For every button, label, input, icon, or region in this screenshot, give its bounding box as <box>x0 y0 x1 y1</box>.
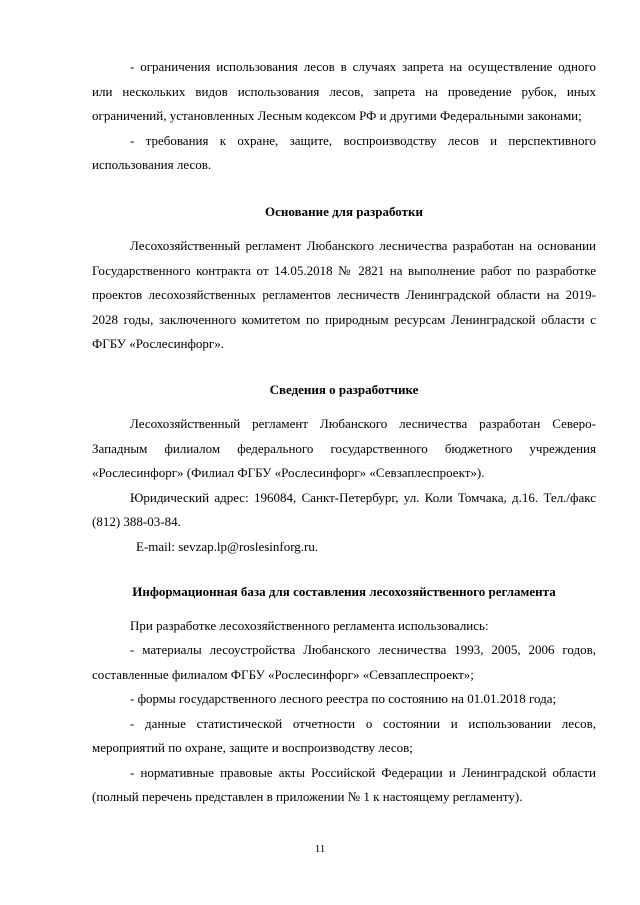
info-base-item-legal-acts: - нормативные правовые акты Российской Федерации и Ленинградской области (полный перечень представлен в приложении № 1 к настоящему регламенту). <box>92 764 596 804</box>
section-title-developer: Сведения о разработчике <box>269 381 419 397</box>
basis-paragraph: Лесохозяйственный регламент Любанского лесничества разработан на основании Государственного контракта от 14.05.2018 № 2821 на выполнение работ по разработке проектов лесохозяйственных регламентов лесничеств Ленинградской области на 2019-2028 годы, заключенного комитетом по природным ресурсам Ленинградской области с ФГБУ «Рослесинфорг». <box>92 238 596 351</box>
developer-email: E-mail: sevzap.lp@roslesinforg.ru. <box>136 538 319 554</box>
intro-item-requirements: - требования к охране, защите, воспроизводству лесов и перспективного использования лесов. <box>92 132 596 172</box>
section-title-info-base: Информационная база для составления лесохозяйственного регламента <box>132 584 556 599</box>
intro-item-restrictions: - ограничения использования лесов в случаях запрета на осуществление одного или нескольких видов использования лесов, запрета на проведение рубок, иных ограничений, установленных Лесным кодексом РФ и другими Федеральными законами; <box>92 59 596 123</box>
info-base-item-statistics: - данные статистической отчетности о состоянии и использовании лесов, мероприятий по охране, защите и воспроизводству лесов; <box>92 715 596 755</box>
page-number: 11 <box>314 843 326 855</box>
info-base-item-materials: - материалы лесоустройства Любанского лесничества 1993, 2005, 2006 годов, составленные филиалом ФГБУ «Рослесинфорг» «Севзаплеспроект»; <box>92 642 596 682</box>
info-base-item-forms: - формы государственного лесного реестра по состоянию на 01.01.2018 года; <box>130 691 557 706</box>
page-content <box>92 55 596 810</box>
developer-paragraph: Лесохозяйственный регламент Любанского лесничества разработан Северо-Западным филиалом федерального государственного бюджетного учреждения «Рослесинфорг» (Филиал ФГБУ «Рослесинфорг» «Севзаплеспроект»). <box>92 416 596 480</box>
section-title-basis: Основание для разработки <box>265 203 423 219</box>
info-base-intro: При разработке лесохозяйственного регламента использовались: <box>130 617 489 633</box>
developer-address: Юридический адрес: 196084, Санкт-Петербург, ул. Коли Томчака, д.16. Тел./факс (812) 388-03-84. <box>92 489 596 529</box>
